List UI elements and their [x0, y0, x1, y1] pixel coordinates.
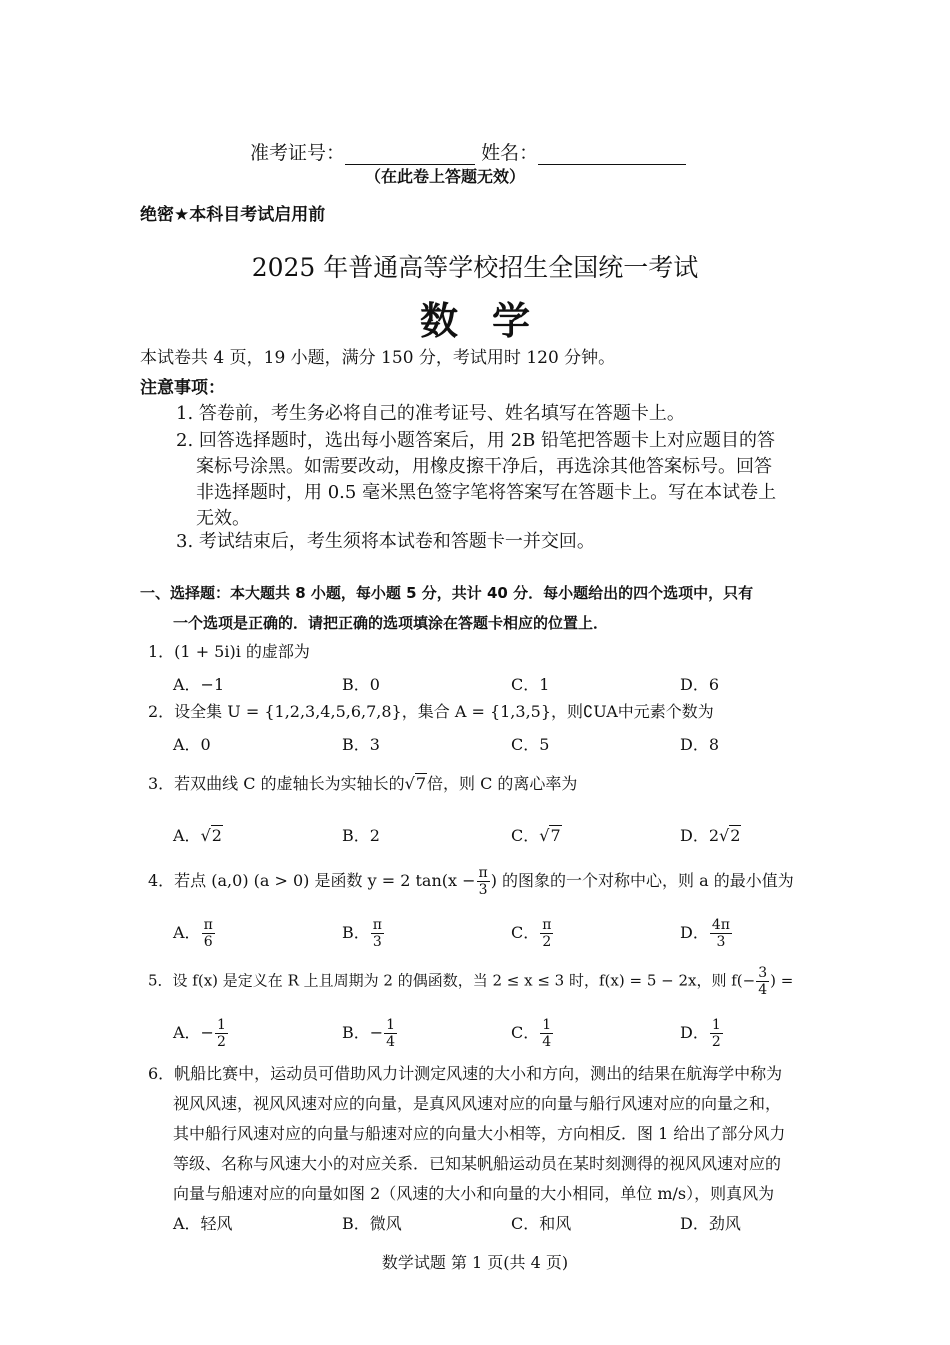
intro-text: 本试卷共 4 页，19 小题，满分 150 分，考试用时 120 分钟。	[140, 348, 616, 368]
q2-option-a[interactable]: A．0	[173, 735, 211, 754]
q5-option-a[interactable]: A．− $\frac{1}{2}$	[173, 1017, 226, 1050]
q6-option-d[interactable]: D．劲风	[680, 1214, 741, 1233]
q4-option-d[interactable]: D． $\frac{4\pi}{3}$	[680, 917, 730, 950]
q6-option-b[interactable]: B．微风	[342, 1214, 402, 1233]
question-6-line-5: 向量与船速对应的向量如图 2（风速的大小和向量的大小相同，单位 m/s），则真风为	[173, 1184, 775, 1203]
q1-option-a[interactable]: A．−1	[173, 675, 225, 694]
q3-option-a[interactable]: A．√2	[173, 826, 222, 845]
sqrt-symbol: √7	[404, 774, 426, 793]
q5-option-c[interactable]: C． $\frac{1}{4}$	[511, 1017, 552, 1050]
exam-id-blank[interactable]	[345, 142, 475, 165]
name-blank[interactable]	[538, 142, 686, 165]
question-6-line-2: 视风风速，视风风速对应的向量，是真风风速对应的向量与船行风速对应的向量之和，	[173, 1094, 782, 1113]
question-6-line-1: 6．帆船比赛中，运动员可借助风力计测定风速的大小和方向，测出的结果在航海学中称为	[148, 1064, 783, 1083]
q4-option-c[interactable]: C． $\frac{\pi}{2}$	[511, 917, 552, 950]
q2-option-d[interactable]: D．8	[680, 735, 720, 754]
q1-option-c[interactable]: C．1	[511, 675, 550, 694]
question-4-stem: 4．若点 (a,0) (a > 0) 是函数 y = 2 tan(x − $\frac{\pi}{3}$ ) 的图象的一个对称中心，则 a 的最小值为	[148, 865, 794, 898]
q2-option-c[interactable]: C．5	[511, 735, 550, 754]
notice-item-1: 1. 答卷前，考生务必将自己的准考证号、姓名填写在答题卡上。	[176, 403, 685, 424]
q5-option-b[interactable]: B．− $\frac{1}{4}$	[342, 1017, 396, 1050]
exam-id-row	[250, 138, 686, 165]
section-1-line-1: 一、选择题：本大题共 8 小题，每小题 5 分，共计 40 分．每小题给出的四个选项中，只有	[140, 584, 754, 602]
notice-item-2-line-2: 案标号涂黑。如需要改动，用橡皮擦干净后，再选涂其他答案标号。回答	[196, 456, 772, 477]
exam-id-label: 准考证号：	[250, 142, 346, 164]
question-3-stem: 3．若双曲线 C 的虚轴长为实轴长的√7倍，则 C 的离心率为	[148, 772, 577, 796]
secret-note: 绝密★本科目考试启用前	[140, 205, 326, 225]
exam-title: 2025 年普通高等学校招生全国统一考试	[251, 253, 699, 282]
name-label: 姓名：	[481, 142, 539, 164]
notice-item-2-line-4: 无效。	[196, 508, 250, 529]
notice-item-2-line-3: 非选择题时，用 0.5 毫米黑色签字笔将答案写在答题卡上。写在本试卷上	[196, 482, 777, 503]
notice-item-2-line-1: 2. 回答选择题时，选出每小题答案后，用 2B 铅笔把答题卡上对应题目的答	[176, 430, 776, 451]
q3-option-c[interactable]: C．√7	[511, 826, 561, 845]
q4-option-a[interactable]: A． $\frac{\pi}{6}$	[173, 917, 213, 950]
q4-option-b[interactable]: B． $\frac{\pi}{3}$	[342, 917, 382, 950]
notice-heading: 注意事项：	[140, 378, 225, 398]
fraction: $\frac{\pi}{3}$	[478, 865, 488, 898]
q3-option-d[interactable]: D．2√2	[680, 826, 741, 845]
q1-option-b[interactable]: B．0	[342, 675, 380, 694]
question-5-stem: 5．设 f(x) 是定义在 R 上且周期为 2 的偶函数，当 2 ≤ x ≤ 3 时，f(x) = 5 − 2x，则 f(− $\frac{3}{4}$ ) =	[148, 965, 794, 998]
page-footer: 数学试题 第 1 页(共 4 页)	[381, 1253, 569, 1272]
question-1-stem: 1．(1 + 5i)i 的虚部为	[148, 642, 310, 661]
q1-option-d[interactable]: D．6	[680, 675, 720, 694]
question-6-line-4: 等级、名称与风速大小的对应关系．已知某帆船运动员在某时刻测得的视风风速对应的	[173, 1154, 782, 1173]
notice-item-3: 3. 考试结束后，考生须将本试卷和答题卡一并交回。	[176, 531, 595, 552]
question-2-stem: 2．设全集 U = {1,2,3,4,5,6,7,8}，集合 A = {1,3,5}，则∁UA中元素个数为	[148, 702, 714, 721]
q6-option-a[interactable]: A．轻风	[173, 1214, 233, 1233]
q5-option-d[interactable]: D． $\frac{1}{2}$	[680, 1017, 721, 1050]
q2-option-b[interactable]: B．3	[342, 735, 380, 754]
section-1-line-2: 一个选项是正确的．请把正确的选项填涂在答题卡相应的位置上．	[173, 614, 609, 632]
q3-option-b[interactable]: B．2	[342, 826, 380, 845]
question-6-line-3: 其中船行风速对应的向量与船速对应的向量大小相等，方向相反．图 1 给出了部分风力	[173, 1124, 786, 1143]
invalid-note: （在此卷上答题无效）	[365, 167, 526, 186]
q6-option-c[interactable]: C．和风	[511, 1214, 572, 1233]
subject-title: 数学	[419, 298, 564, 343]
